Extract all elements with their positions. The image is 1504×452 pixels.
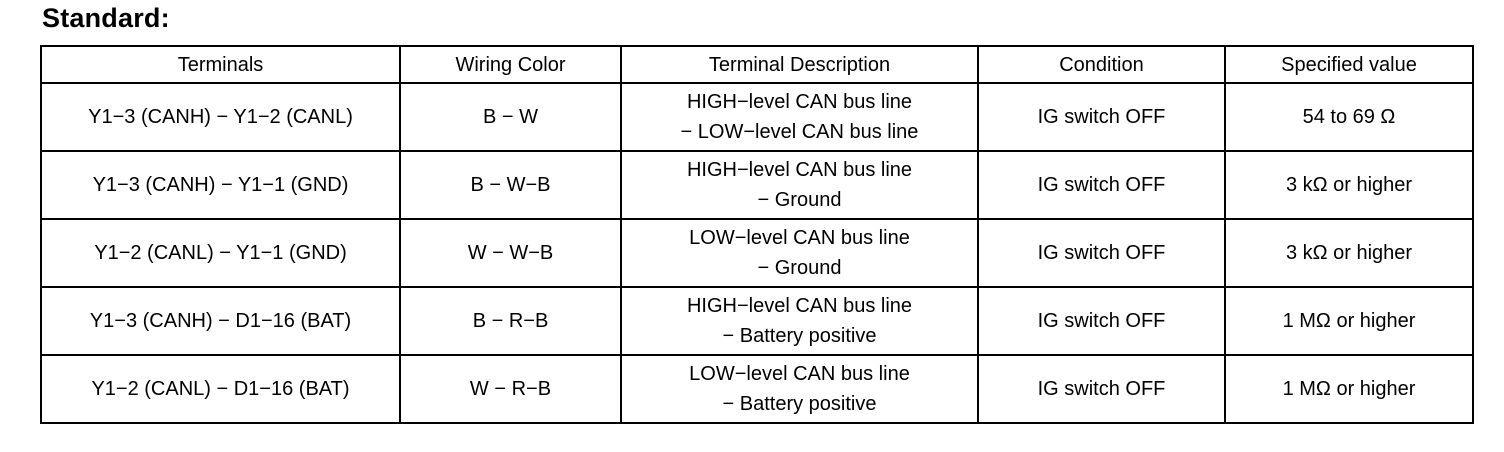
cell-terminal-description bbox=[621, 287, 978, 355]
description-line-2: − Battery positive bbox=[722, 325, 877, 347]
table-body bbox=[41, 83, 1473, 423]
cell-condition: IG switch OFF bbox=[978, 219, 1225, 287]
cell-terminals: Y1−3 (CANH) − Y1−1 (GND) bbox=[41, 151, 400, 219]
cell-specified-value: 3 kΩ or higher bbox=[1225, 151, 1473, 219]
cell-condition: IG switch OFF bbox=[978, 83, 1225, 151]
header-wiring-color: Wiring Color bbox=[400, 46, 621, 83]
cell-wiring-color: W − R−B bbox=[400, 355, 621, 423]
standard-heading: Standard: bbox=[42, 3, 170, 33]
cell-wiring-color: B − R−B bbox=[400, 287, 621, 355]
table-row bbox=[41, 287, 1473, 355]
table-header bbox=[41, 46, 1473, 83]
description-line-2: − Ground bbox=[757, 257, 842, 279]
description-line-1: LOW−level CAN bus line bbox=[689, 363, 910, 385]
description-line-2: − LOW−level CAN bus line bbox=[680, 121, 919, 143]
cell-terminals: Y1−3 (CANH) − Y1−2 (CANL) bbox=[41, 83, 400, 151]
cell-terminals: Y1−3 (CANH) − D1−16 (BAT) bbox=[41, 287, 400, 355]
cell-terminals: Y1−2 (CANL) − D1−16 (BAT) bbox=[41, 355, 400, 423]
cell-specified-value: 1 MΩ or higher bbox=[1225, 355, 1473, 423]
header-terminal-description: Terminal Description bbox=[621, 46, 978, 83]
cell-condition: IG switch OFF bbox=[978, 151, 1225, 219]
cell-condition: IG switch OFF bbox=[978, 287, 1225, 355]
cell-terminals: Y1−2 (CANL) − Y1−1 (GND) bbox=[41, 219, 400, 287]
cell-terminal-description bbox=[621, 151, 978, 219]
description-line-1: HIGH−level CAN bus line bbox=[686, 91, 913, 113]
cell-specified-value: 54 to 69 Ω bbox=[1225, 83, 1473, 151]
header-terminals: Terminals bbox=[41, 46, 400, 83]
specification-table bbox=[40, 45, 1474, 424]
cell-wiring-color: B − W bbox=[400, 83, 621, 151]
cell-terminal-description bbox=[621, 83, 978, 151]
table-row bbox=[41, 151, 1473, 219]
header-row bbox=[41, 46, 1473, 83]
cell-specified-value: 3 kΩ or higher bbox=[1225, 219, 1473, 287]
table-row bbox=[41, 355, 1473, 423]
description-line-2: − Ground bbox=[757, 189, 842, 211]
header-condition: Condition bbox=[978, 46, 1225, 83]
description-line-1: HIGH−level CAN bus line bbox=[686, 295, 913, 317]
cell-terminal-description bbox=[621, 219, 978, 287]
cell-wiring-color: W − W−B bbox=[400, 219, 621, 287]
header-specified-value: Specified value bbox=[1225, 46, 1473, 83]
description-line-1: LOW−level CAN bus line bbox=[689, 227, 910, 249]
cell-specified-value: 1 MΩ or higher bbox=[1225, 287, 1473, 355]
cell-condition: IG switch OFF bbox=[978, 355, 1225, 423]
cell-wiring-color: B − W−B bbox=[400, 151, 621, 219]
description-line-1: HIGH−level CAN bus line bbox=[686, 159, 913, 181]
table-row bbox=[41, 219, 1473, 287]
description-line-2: − Battery positive bbox=[722, 393, 877, 415]
cell-terminal-description bbox=[621, 355, 978, 423]
table-row bbox=[41, 83, 1473, 151]
